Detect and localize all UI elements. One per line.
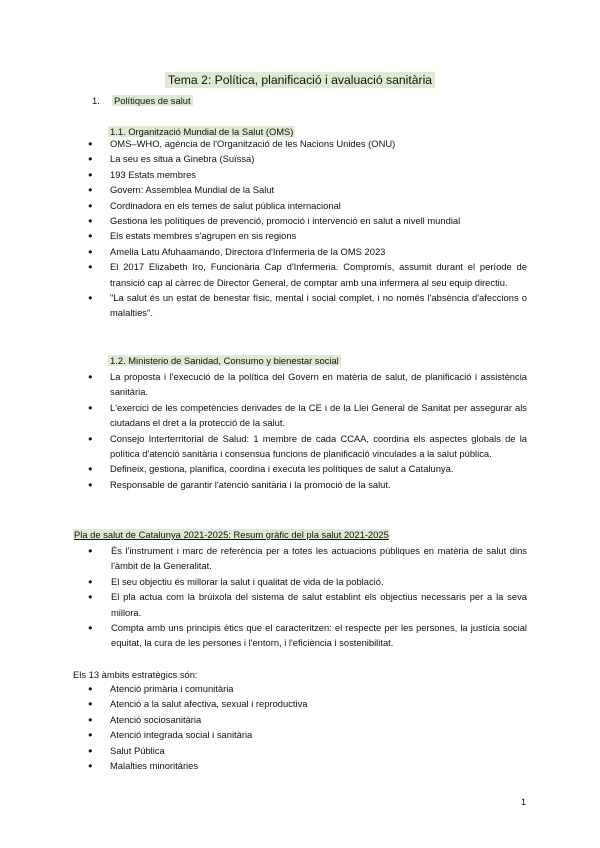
list-item: ● Cordinadora en els temes de salut pública internacional [0, 198, 600, 213]
list-item: ● Compta amb uns principis ètics que el caracteritzen: el respecte per les persones, la justícia social equitat, la cura de les persones i l'entorn, i l'eficiència i sostenibilitat. [0, 620, 600, 651]
list-item: ● Responsable de garantir l'atenció sanitària i la promoció de la salut. [0, 477, 600, 492]
ambits-heading: Els 13 àmbits estratègics són: [73, 669, 198, 680]
list-item: ● Amelia Latu Afuhaamando, Directora d'Infermeria de la OMS 2023 [0, 244, 600, 259]
list-item: ● Salut Pública [0, 743, 600, 758]
list-item: ● Consejo Interterritorial de Salud: 1 membre de cada CCAA, coordina els aspectes globals de la política d'atenció sanitària i consensua funcions de planificació vinculades a la salut pública. [0, 431, 600, 462]
list-item: ● OMS–WHO, agència de l'Organització de les Nacions Unides (ONU) [0, 136, 600, 151]
section-label: Polítiques de salut [114, 95, 191, 106]
list-item: ● És l'instrument i marc de referència per a totes les actuacions públiques en matèria de salut dins l'àmbit de la Generalitat. [0, 543, 600, 574]
subsection-heading-ministerio: 1.2. Ministerio de Sanidad, Consumo y bienestar social [110, 355, 339, 366]
section-heading [92, 95, 193, 106]
list-item: ● L'exercici de les competències derivades de la CE i de la Llei General de Sanitat per assegurar als ciutadans el dret a la protecció de la salut. [0, 400, 600, 431]
page-title: Tema 2: Política, planificació i avaluació sanitària [0, 73, 600, 87]
list-item: ● Gestiona les polítiques de prevenció, promoció i intervenció en salut a nivell mundial [0, 213, 600, 228]
list-item: ● El 2017 Elizabeth Iro, Funcionària Cap d'Infermeria. Compromís, assumit durant el període de transició cap al càrrec de Director General, de comptar amb una infermera al seu equip directiu. [0, 259, 600, 290]
list-item: ● Atenció a la salut afectiva, sexual i reproductiva [0, 696, 600, 711]
list-item: ● Atenció primària i comunitària [0, 681, 600, 696]
list-item: ● La proposta i l'execució de la política del Govern en matèria de salut, de planificació i assistència sanitària. [0, 369, 600, 400]
plan-heading: Pla de salut de Catalunya 2021-2025: Resum gràfic del pla salut 2021-2025 [74, 529, 389, 540]
list-item: ● Atenció integrada social i sanitària [0, 727, 600, 742]
plan-list [0, 543, 600, 651]
list-item: ● Atenció sociosanitària [0, 712, 600, 727]
subsection-heading-oms: 1.1. Organització Mundial de la Salut (OMS) [110, 126, 294, 137]
list-item: ● Govern: Assemblea Mundial de la Salut [0, 182, 600, 197]
list-item: ● Defineix, gestiona, planifica, coordina i executa les polítiques de salut a Catalunya. [0, 461, 600, 476]
page-number: 1 [521, 797, 527, 807]
list-item: ● 193 Estats membres [0, 167, 600, 182]
list-item: ● Malalties minoritàries [0, 758, 600, 773]
ministerio-list [0, 369, 600, 492]
list-item: ● "La salut és un estat de benestar físic, mental i social complet, i no només l'absència d'afeccions o malalties". [0, 290, 600, 321]
ambits-list [0, 681, 600, 773]
list-item: ● La seu es situa a Ginebra (Suïssa) [0, 151, 600, 166]
section-number: 1. [92, 95, 100, 106]
oms-list [0, 136, 600, 321]
list-item: ● Els estats membres s'agrupen en sis regions [0, 228, 600, 243]
list-item: ● El seu objectiu és millorar la salut i qualitat de vida de la població. [0, 574, 600, 589]
list-item: ● El pla actua com la brúixola del sistema de salut establint els objectius necessaris per a la seva millora. [0, 589, 600, 620]
